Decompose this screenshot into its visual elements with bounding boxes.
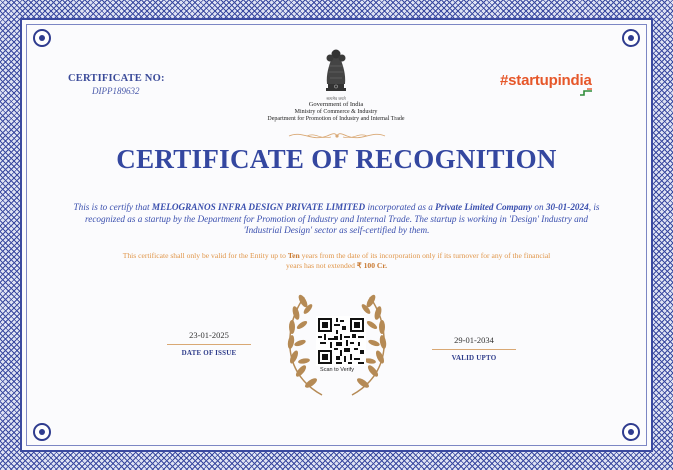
statement-part: , is recognized as a startup by the Department for Promotion of Industry and Internal Trade. The startup is working in 'Design' Industry and 'Industrial Design' sector as self-certified by them. (85, 202, 600, 235)
ministry-line: Ministry of Commerce & Industry (294, 109, 378, 115)
corner-ornament-icon (622, 29, 640, 47)
date-of-issue-block (159, 330, 259, 357)
certification-statement (70, 202, 603, 237)
incorporation-date: 30-01-2024 (545, 202, 589, 212)
issue-date-value: 23-01-2025 (189, 330, 229, 340)
issue-date-label: DATE OF ISSUE (181, 349, 237, 357)
logo-tick-icon (579, 88, 593, 96)
certificate-number-value: DIPP189632 (92, 86, 140, 96)
department-line: Department for Promotion of Industry and Internal Trade (267, 116, 405, 122)
statement-part: on (532, 202, 546, 212)
logo-text: startupindia (508, 72, 592, 89)
valid-upto-label: VALID UPTO (451, 354, 497, 362)
statement-part: incorporated as a (365, 202, 436, 212)
valid-upto-value: 29-01-2034 (454, 335, 494, 345)
flourish-ornament-icon (287, 128, 387, 144)
emblem-motto: सत्यमेव जयते (326, 96, 346, 101)
company-name: MELOGRANOS INFRA DESIGN PRIVATE LIMITED (151, 202, 366, 212)
corner-ornament-icon (622, 423, 640, 441)
statement-part: This is to certify that (73, 202, 152, 212)
validity-years: Ten (287, 251, 300, 260)
validity-statement (120, 251, 553, 271)
corner-ornament-icon (33, 423, 51, 441)
signature-rule (167, 344, 251, 345)
national-emblem-icon (315, 44, 357, 94)
startup-india-logo (500, 72, 592, 89)
signature-rule (432, 349, 516, 350)
scan-to-verify-label: Scan to Verify (320, 367, 354, 373)
certificate-number-label: CERTIFICATE NO: (68, 73, 165, 84)
valid-upto-block (424, 335, 524, 362)
validity-part: years from the date of its incorporation only if its turnover for any of the financial years has not extended (286, 251, 551, 270)
logo-hash: # (500, 72, 509, 89)
company-type: Private Limited Company (435, 202, 533, 212)
verification-qr-code[interactable] (316, 316, 366, 366)
certificate-title: CERTIFICATE OF RECOGNITION (116, 144, 557, 174)
corner-ornament-icon (33, 29, 51, 47)
validity-part: This certificate shall only be valid for the Entity up to (122, 251, 288, 260)
turnover-limit: ₹ 100 Cr. (356, 261, 387, 270)
government-line: Government of India (308, 101, 364, 108)
